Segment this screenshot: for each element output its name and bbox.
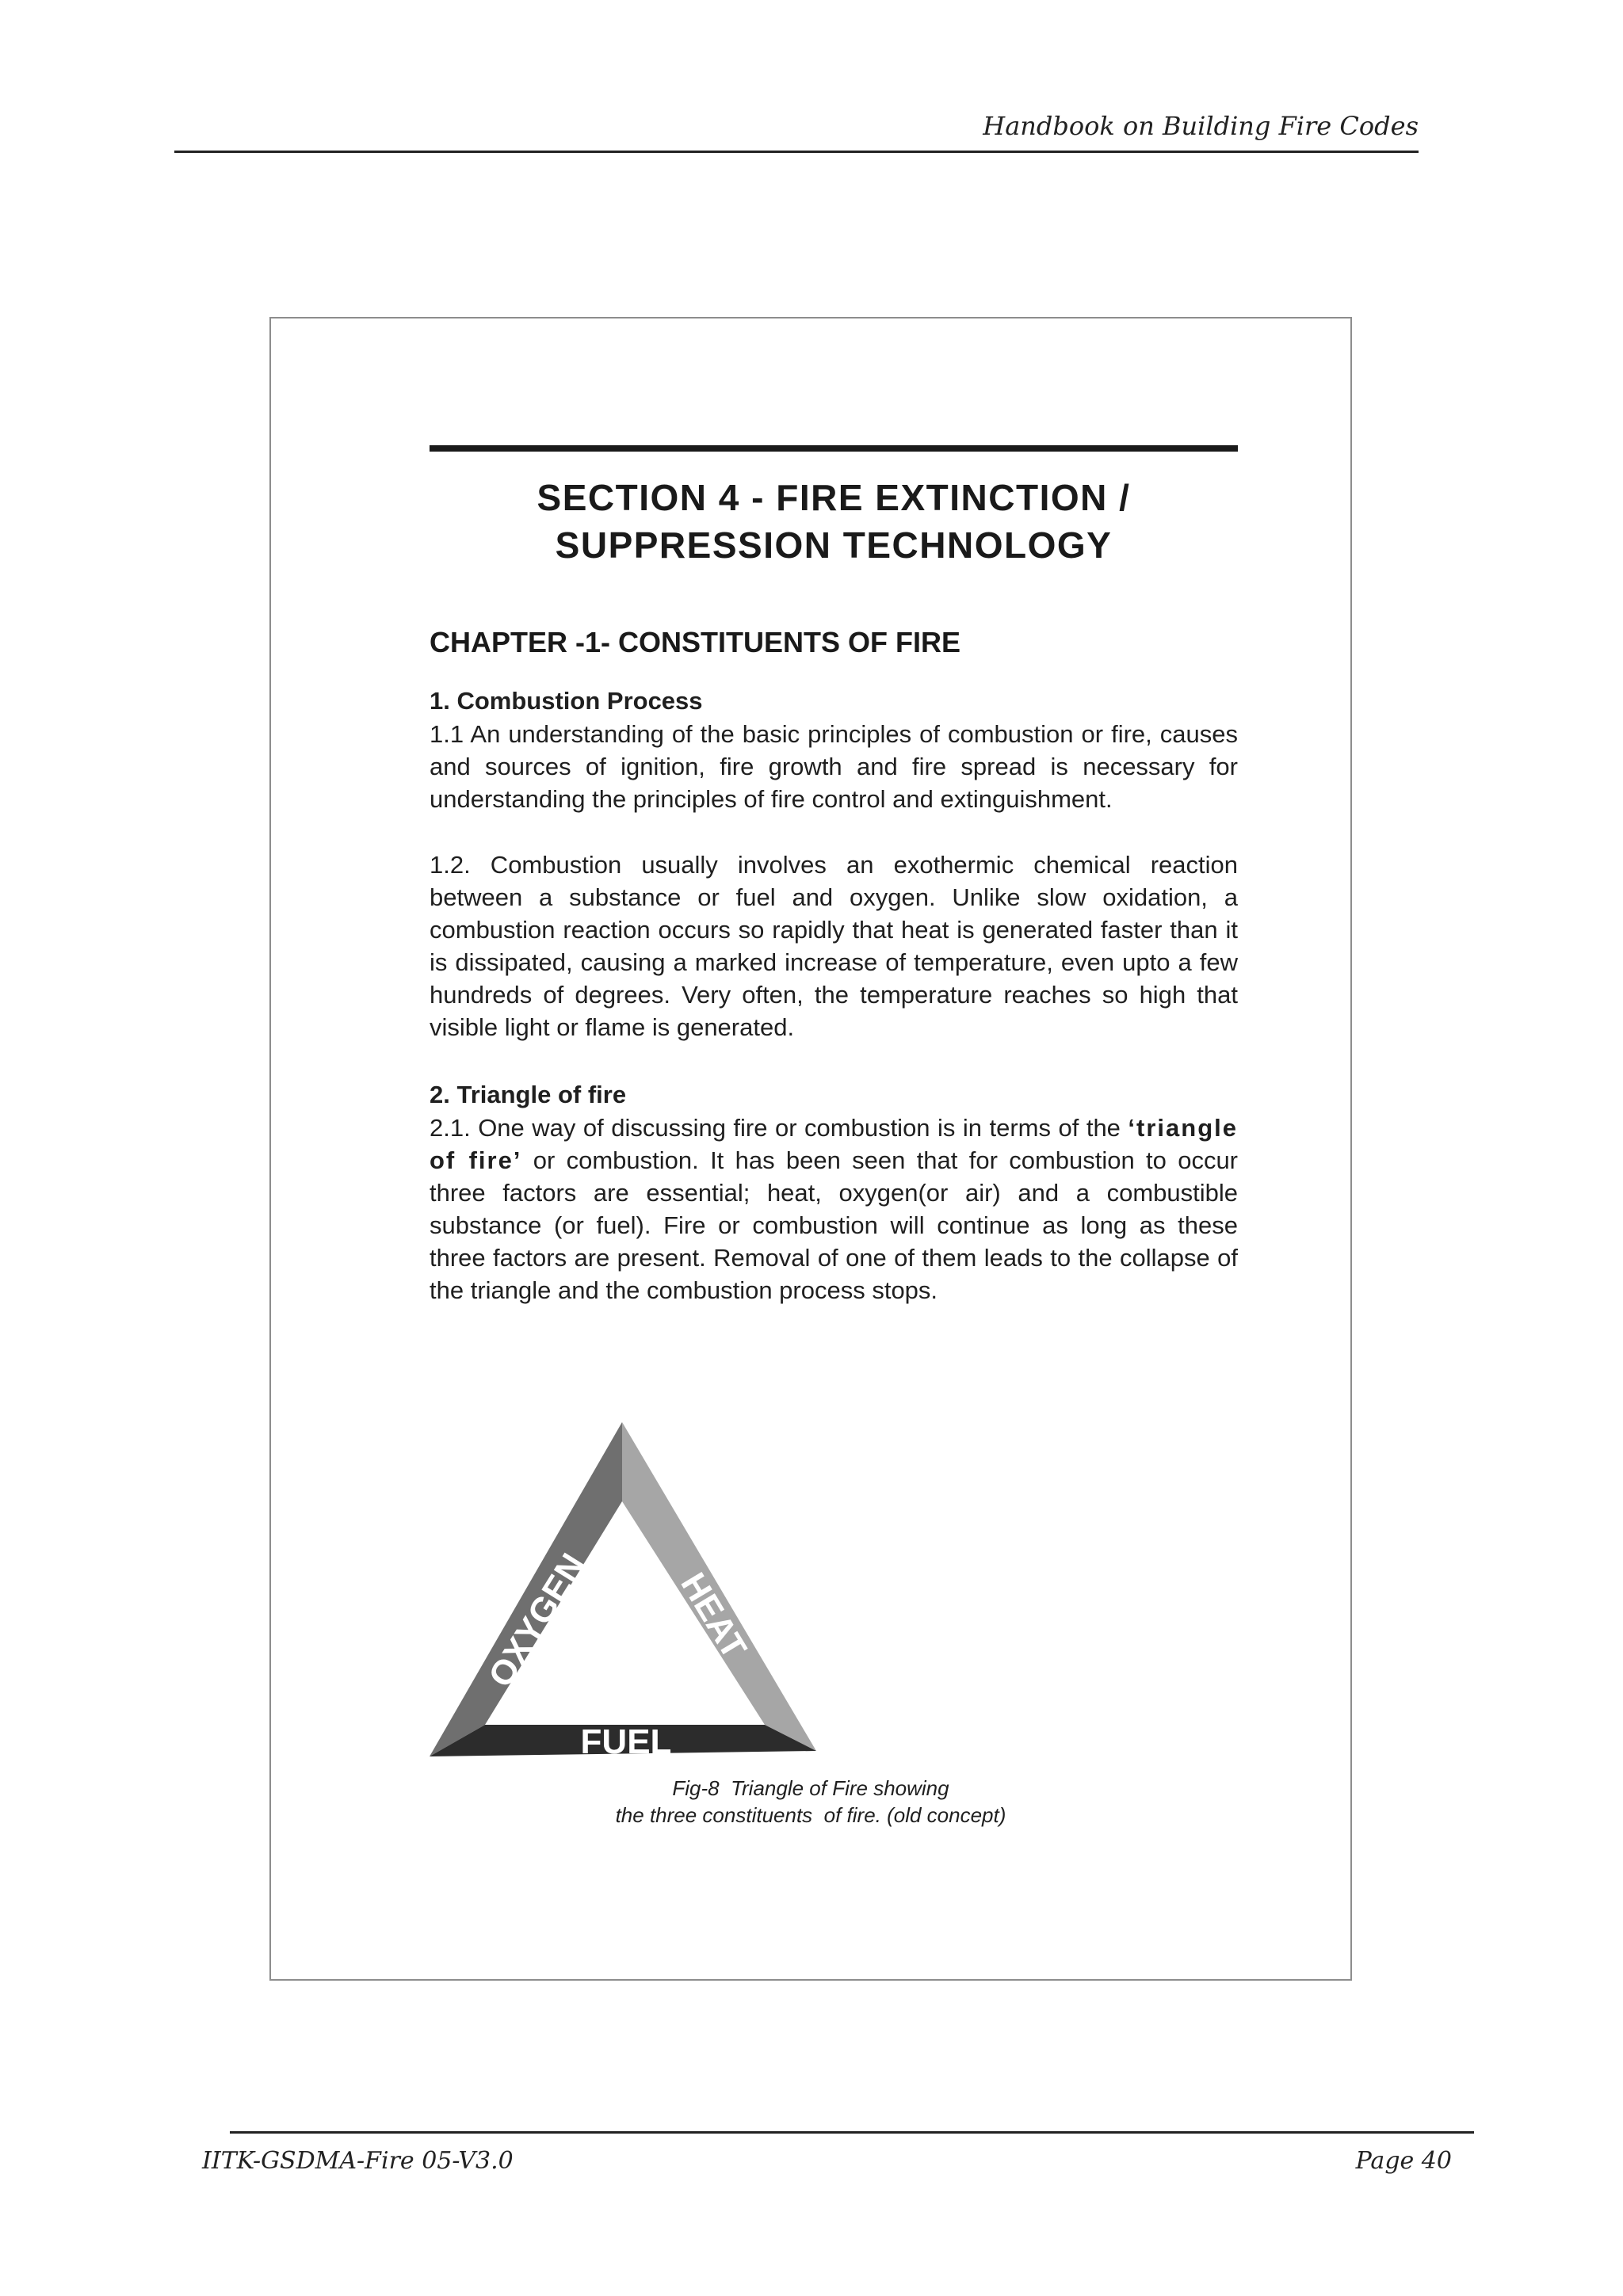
triangle-heading: 2. Triangle of fire — [430, 1081, 627, 1108]
footer-doc-id: IITK-GSDMA-Fire 05-V3.0 — [202, 2147, 514, 2175]
content-body — [430, 445, 1238, 1306]
fire-triangle-diagram — [428, 1414, 824, 1763]
section-title — [430, 474, 1238, 569]
footer-rule — [230, 2131, 1474, 2134]
triangle-of-fire-term: ‘triangle of fire’ — [430, 1114, 1238, 1174]
paragraph-2-1 — [430, 1112, 1238, 1306]
figure-caption — [269, 1775, 1352, 1829]
running-header: Handbook on Building Fire Codes — [983, 111, 1419, 141]
combustion-heading: 1. Combustion Process — [430, 687, 703, 715]
header-rule — [174, 151, 1419, 153]
paragraph-2-1-end: or combustion. It has been seen that for combustion to occur three factors are essential; heat, oxygen(or air) and a combustible substance (or fuel). Fire or combustion will continue as long as these three factors are present. Removal of one of them leads to the collapse of the triangle and the combustion process stops. — [430, 1146, 1239, 1304]
title-rule — [430, 445, 1238, 452]
oxygen-label: OXYGEN — [481, 1547, 594, 1695]
caption-line1: Fig-8 Triangle of Fire showing — [672, 1776, 949, 1800]
caption-line2: the three constituents of fire. (old concept) — [615, 1803, 1006, 1827]
oxygen-side — [430, 1422, 622, 1756]
chapter-title: CHAPTER -1- CONSTITUENTS OF FIRE — [430, 626, 961, 658]
heat-label: HEAT — [673, 1566, 754, 1666]
paragraph-1-1: 1.1 An understanding of the basic principles of combustion or fire, causes and sources of ignition, fire growth and fire spread is necessary for understanding the principles of fire control and extinguishment. — [430, 720, 1238, 813]
paragraph-1-2: 1.2. Combustion usually involves an exothermic chemical reaction between a substance or fuel and oxygen. Unlike slow oxidation, a combustion reaction occurs so rapidly that heat is generated faster than it is dissipated, causing a marked increase of temperature, even upto a few hundreds of degrees. Very often, the temperature reaches so high that visible light or flame is generated. — [430, 851, 1238, 1041]
fire-triangle-figure — [428, 1414, 824, 1763]
footer-page-number: Page 40 — [1355, 2147, 1452, 2175]
fuel-label: FUEL — [580, 1722, 672, 1761]
section-title-line1: SECTION 4 - FIRE EXTINCTION / — [537, 477, 1131, 518]
paragraph-2-1-start: 2.1. One way of discussing fire or combustion is in terms of the — [430, 1114, 1128, 1142]
section-title-line2: SUPPRESSION TECHNOLOGY — [555, 524, 1113, 566]
